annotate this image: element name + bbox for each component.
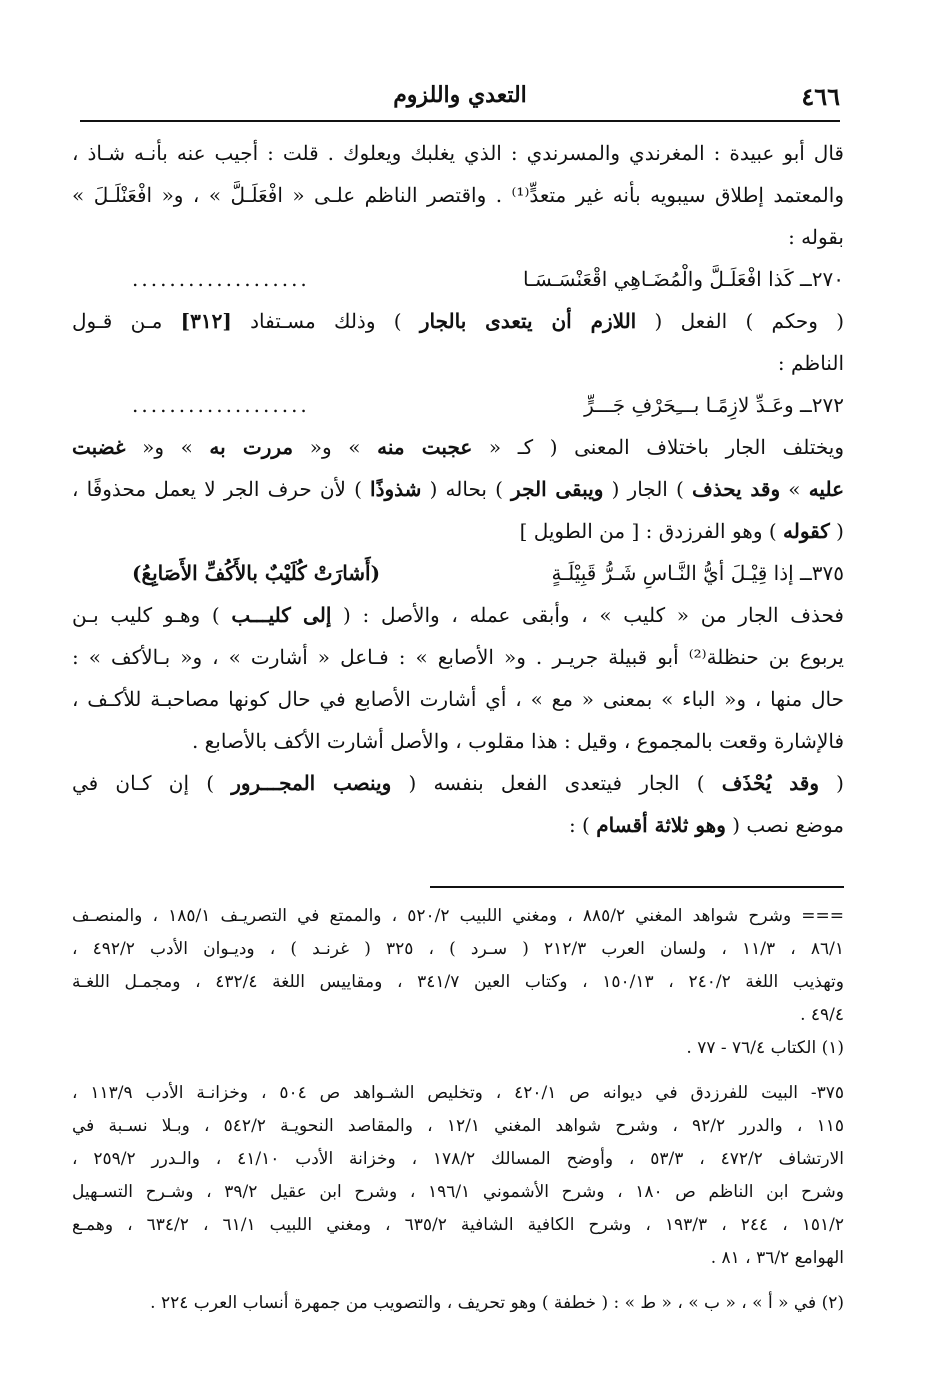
verse-dots: ................... xyxy=(132,393,310,417)
bold-term: اللازم أن يتعدى بالجار xyxy=(419,309,637,333)
text-line: والمعتمد إطلاق سيبويه بأنه غير متعدٍّ⁽¹⁾ . واقتصر الناظم علـى « افْعَلَـلَّ » ، و« افْعَنْلَـلَ » xyxy=(72,183,844,207)
footnote-2: (٢) في « أ » ، « ب » ، « ط » : ( خطفة ) وهو تحريف ، والتصويب من جمهرة أنساب العرب ٢٢٤ . xyxy=(150,1293,844,1313)
page-reference: [٣١٢] xyxy=(180,309,232,333)
bold-term: مررت به xyxy=(209,435,294,459)
text-line: الناظم : xyxy=(777,351,844,375)
verse-hemistich-bold: (أَشارَتْ كُلَيْبٌ بالأَكُفِّ الأَصَابِعُ) xyxy=(132,561,381,585)
verse-number: ٢٧٢ــ xyxy=(800,393,844,417)
text-line: بقوله : xyxy=(788,225,844,249)
bold-term: وهو ثلاثة أقسام xyxy=(596,813,726,837)
verse-375 xyxy=(72,552,844,594)
verse-dots: ................... xyxy=(132,267,310,291)
bold-term: شذوذًا xyxy=(370,477,422,501)
bold-term: وقد يحذف xyxy=(691,477,781,501)
footnote-line: الارتشاف ٤٧٢/٢ ، ٥٣/٣ ، وأوضح المسالك ١٧٨/٢ ، وخزانة الأدب ٤١/١٠ ، والـدرر ٢٥٩/٢ ، xyxy=(72,1149,844,1169)
footnote-separator xyxy=(430,886,844,888)
bold-term: عليه xyxy=(808,477,844,501)
text-line: ويختلف الجار باختلاف المعنى ( كـ « عجبت منه » و« مررت به » و« غضبت xyxy=(72,435,844,459)
footnote-gap xyxy=(72,1275,844,1287)
bold-term: غضبت xyxy=(72,435,126,459)
bold-term: إلى كليـــب xyxy=(231,603,332,627)
footnote-1: (١) الكتاب ٧٦/٤ - ٧٧ . xyxy=(686,1038,844,1058)
bold-term: ويبقى الجر xyxy=(511,477,604,501)
bold-term: كقوله xyxy=(783,519,830,543)
footnotes xyxy=(72,900,844,1320)
text-line: يربوع بن حنظلة⁽²⁾ أبو قبيلة جريـر . و« الأصابع » : فـاعل « أشارت » ، و« بـالأكف » : xyxy=(72,645,844,669)
verse-272 xyxy=(72,384,844,426)
bold-term: وينصب المجـــرور xyxy=(231,771,392,795)
text-line: عليه » وقد يحذف ) الجار ( ويبقى الجر ) بحاله ( شذوذًا ) لأن حرف الجر لا يعمل محذوفًا ، xyxy=(72,477,844,501)
footnote-line: وتهذيب اللغة ٢٤٠/٢ ، ١٥٠/١٣ ، وكتاب العين ٣٤١/٧ ، ومقاييس اللغة ٤٣٢/٤ ، ومجمـل اللغـة xyxy=(72,972,844,992)
footnote-line: ٨٦/١ ، ١١/٣ ، ولسان العرب ٢١٢/٣ ( سـرد ) ، ٣٢٥ ( غرنـد ) ، وديـوان الأدب ٤٩٢/٢ ، xyxy=(72,939,844,959)
footnote-line: الهوامع ٣٦/٢ ، ٨١ . xyxy=(710,1248,844,1268)
verse-hemistich: كَذا افْعَلَـلَّ والْمُضَـاهِي اقْعَنْسَـسَـا xyxy=(522,267,794,291)
text-line: ( كقوله ) وهو الفرزدق : [ من الطويل ] xyxy=(519,519,844,543)
bold-term: وقد يُحْذَف xyxy=(721,771,819,795)
verse-270 xyxy=(72,258,844,300)
verse-number: ٣٧٥ــ xyxy=(800,561,844,585)
verse-hemistich: إذا قِيْـلَ أيُّ النَّـاسِ شَـرُّ قَبِيْلَـةٍ xyxy=(551,561,794,585)
text-line: موضع نصب ( وهو ثلاثة أقسام ) : xyxy=(568,813,844,837)
footnote-line: ٣٧٥- البيت للفرزدق في ديوانه ص ٤٢٠/١ ، وتخليص الشـواهد ص ٥٠٤ ، وخزانـة الأدب ١١٣/٩ ، xyxy=(72,1083,844,1103)
text-line: ( وحكم ) الفعل ( اللازم أن يتعدى بالجار ) وذلك مسـتفاد [٣١٢] مـن قـول xyxy=(72,309,844,333)
footnote-line: ٤٩/٤ . xyxy=(800,1005,844,1025)
page-header xyxy=(80,82,840,122)
verse-hemistich: وعَـدِّ لازِمًـا بـــِحَرْفِ جَـــرٍّ xyxy=(584,393,794,417)
chapter-title: التعدي واللزوم xyxy=(393,82,527,108)
footnote-line: ١٥١/٢ ، ٢٤٤ ، ١٩٣/٣ ، وشرح الكافية الشافية ٦٣٥/٢ ، ومغني اللبيب ٦١/١ ، ٦٣٤/٢ ، وهمـع xyxy=(72,1215,844,1235)
footnote-line: ١١٥ ، والدرر ٩٢/٢ ، وشرح شواهد المغني ١٢/١ ، والمقاصد النحويـة ٥٤٢/٢ ، وبـلا نسـبة في xyxy=(72,1116,844,1136)
main-text xyxy=(72,132,844,846)
page-number: ٤٦٦ xyxy=(801,82,840,111)
footnote-line: === وشرح شواهد المغني ٨٨٥/٢ ، ومغني اللبيب ٥٢٠/٢ ، والممتع في التصريـف ١٨٥/١ ، والمنصـف xyxy=(72,906,844,926)
footnote-line: وشرح ابن الناظم ص ١٨٠ ، وشرح الأشموني ١٩٦/١ ، وشرح ابن عقيل ٣٩/٢ ، وشـرح التسـهيل xyxy=(72,1182,844,1202)
bold-term: عجبت منه xyxy=(377,435,473,459)
verse-number: ٢٧٠ــ xyxy=(800,267,844,291)
text-line: ( وقد يُحْذَف ) الجار فيتعدى الفعل بنفسه ( وينصب المجـــرور ) إن كـان في xyxy=(72,771,844,795)
text-line: فحذف الجار من « كليب » ، وأبقى عمله ، والأصل : ( إلى كليـــب ) وهـو كليب بـن xyxy=(72,603,844,627)
footnote-gap xyxy=(72,1065,844,1077)
text-line: فالإشارة وقعت بالمجموع ، وقيل : هذا مقلوب ، والأصل أشارت الأكف بالأصابع . xyxy=(191,729,844,753)
text-line: قال أبو عبيدة : المغرندي والمسرندي : الذي يغلبك ويعلوك . قلت : أجيب عنه بأنـه شـاذ ، xyxy=(72,141,844,165)
text-line: حال منها ، و« الباء » بمعنى « مع » ، أي أشارت الأصابع في حال كونها مصاحبـة للأكـف ، xyxy=(72,687,844,711)
